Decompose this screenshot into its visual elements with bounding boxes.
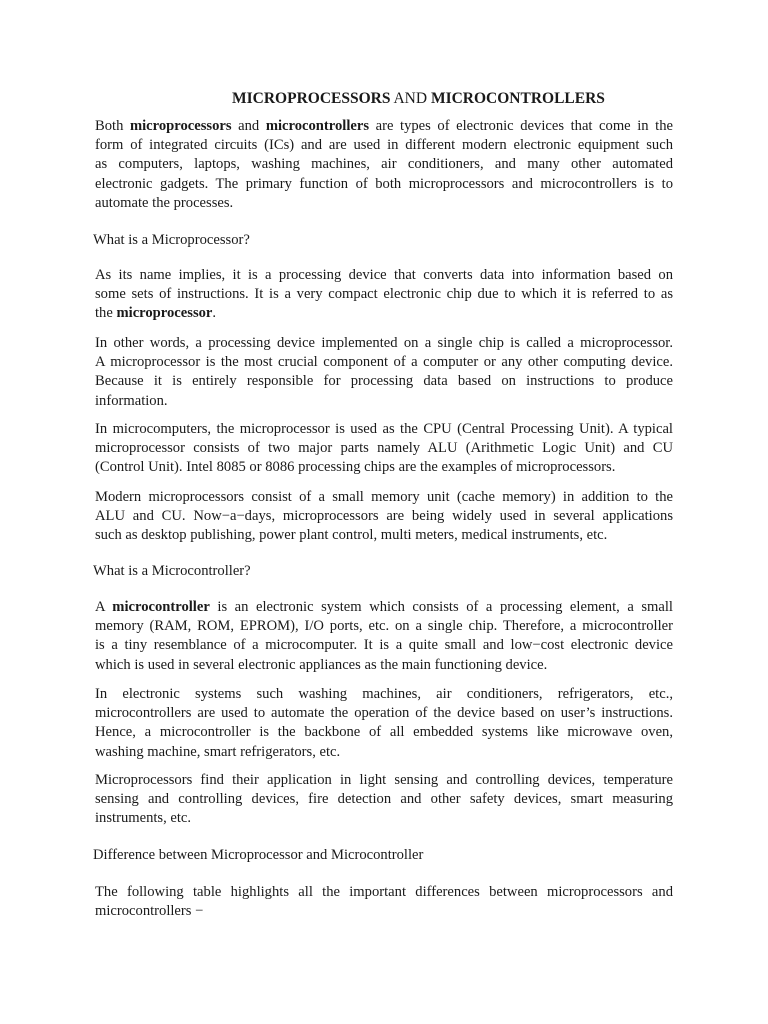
text-line: A microprocessor is the most crucial component of a computer or any other computing device. (95, 354, 673, 371)
bold-term-microprocessors: microprocessors (129, 118, 232, 134)
text-line (95, 304, 673, 323)
text-line: Hence, a microcontroller is the backbone of all embedded systems like microwave oven, (95, 724, 673, 741)
text-line: Modern microprocessors consist of a small memory unit (cache memory) in addition to the (95, 489, 673, 505)
title-part-microcontrollers: MICROCONTROLLERS (430, 90, 605, 107)
title-part-microprocessors: MICROPROCESSORS (232, 90, 391, 107)
bold-term-microcontroller: microcontroller (112, 599, 210, 615)
text-line: washing machine, smart refrigerators, etc. (95, 743, 341, 760)
bold-term-microprocessor: microprocessor (116, 305, 213, 322)
microcontroller-paragraph-1 (95, 598, 673, 675)
text-run: A (95, 599, 113, 615)
microprocessor-paragraph-4 (95, 488, 673, 546)
text-line: microcontrollers − (95, 903, 204, 920)
heading-what-is-microcontroller: What is a Microcontroller? (93, 563, 251, 579)
microcontroller-paragraph-2 (95, 685, 673, 762)
text-line: automate the processes. (95, 194, 234, 211)
text-line: Because it is entirely responsible for processing data based on instructions to produce (95, 373, 673, 390)
text-line: microcontrollers are used to automate the operation of the device based on user’s instructions. (95, 705, 673, 722)
text-line: (Control Unit). Intel 8085 or 8086 processing chips are the examples of microprocessors. (95, 459, 616, 476)
microprocessor-paragraph-3 (95, 420, 673, 478)
text-line: In electronic systems such washing machines, air conditioners, refrigerators, etc., (95, 686, 673, 702)
text-line: ALU and CU. Now−a−days, microprocessors are being widely used in several applications (95, 508, 673, 525)
text-line: instruments, etc. (95, 810, 192, 827)
text-line: form of integrated circuits (ICs) and are used in different modern electronic equipment such (95, 137, 673, 154)
text-run: Both (95, 118, 130, 134)
text-run: are types of electronic devices that come in the (369, 118, 673, 134)
heading-what-is-microprocessor: What is a Microprocessor? (93, 232, 250, 248)
text-run: the (95, 305, 117, 322)
text-line: In microcomputers, the microprocessor is used as the CPU (Central Processing Unit). A typical (95, 421, 673, 437)
heading-difference: Difference between Microprocessor and Microcontroller (93, 847, 424, 863)
microcontroller-paragraph-3 (95, 771, 673, 829)
text-line: memory (RAM, ROM, EPROM), I/O ports, etc. on a single chip. Therefore, a microcontroller (95, 618, 673, 635)
text-line: In other words, a processing device implemented on a single chip is called a microprocessor. (95, 335, 673, 351)
text-line: is a tiny resemblance of a microcomputer. It is a quite small and low−cost electronic device (95, 637, 673, 654)
text-line: Microprocessors find their application in light sensing and controlling devices, temperature (95, 772, 673, 788)
text-run: . (212, 305, 217, 322)
title-joiner: AND (390, 90, 431, 107)
text-line: electronic gadgets. The primary function of both microprocessors and microcontrollers is to (95, 175, 673, 192)
microprocessor-paragraph-2 (95, 334, 673, 411)
intro-paragraph (95, 117, 673, 213)
text-line: The following table highlights all the important differences between microprocessors and (95, 884, 673, 900)
text-line: some sets of instructions. It is a very compact electronic chip due to which it is referred to as (95, 286, 673, 303)
bold-term-microcontrollers: microcontrollers (265, 118, 370, 134)
text-line: as computers, laptops, washing machines, air conditioners, and many other automated (95, 156, 673, 173)
text-run: and (231, 118, 266, 134)
microprocessor-paragraph-1 (95, 266, 673, 324)
text-line: such as desktop publishing, power plant control, multi meters, medical instruments, etc. (95, 527, 608, 544)
text-line: sensing and controlling devices, fire detection and other safety devices, smart measuring (95, 791, 673, 808)
text-line: microprocessor consists of two major parts namely ALU (Arithmetic Logic Unit) and CU (95, 440, 673, 457)
text-line (95, 598, 673, 617)
text-line (95, 117, 673, 136)
text-line: which is used in several electronic appliances as the main functioning device. (95, 656, 548, 673)
text-run: is an electronic system which consists of a processing element, a small (209, 599, 673, 615)
text-line: As its name implies, it is a processing device that converts data into information based on (95, 267, 673, 283)
text-line: information. (95, 392, 168, 409)
document-title (232, 90, 605, 108)
difference-paragraph (95, 883, 673, 921)
